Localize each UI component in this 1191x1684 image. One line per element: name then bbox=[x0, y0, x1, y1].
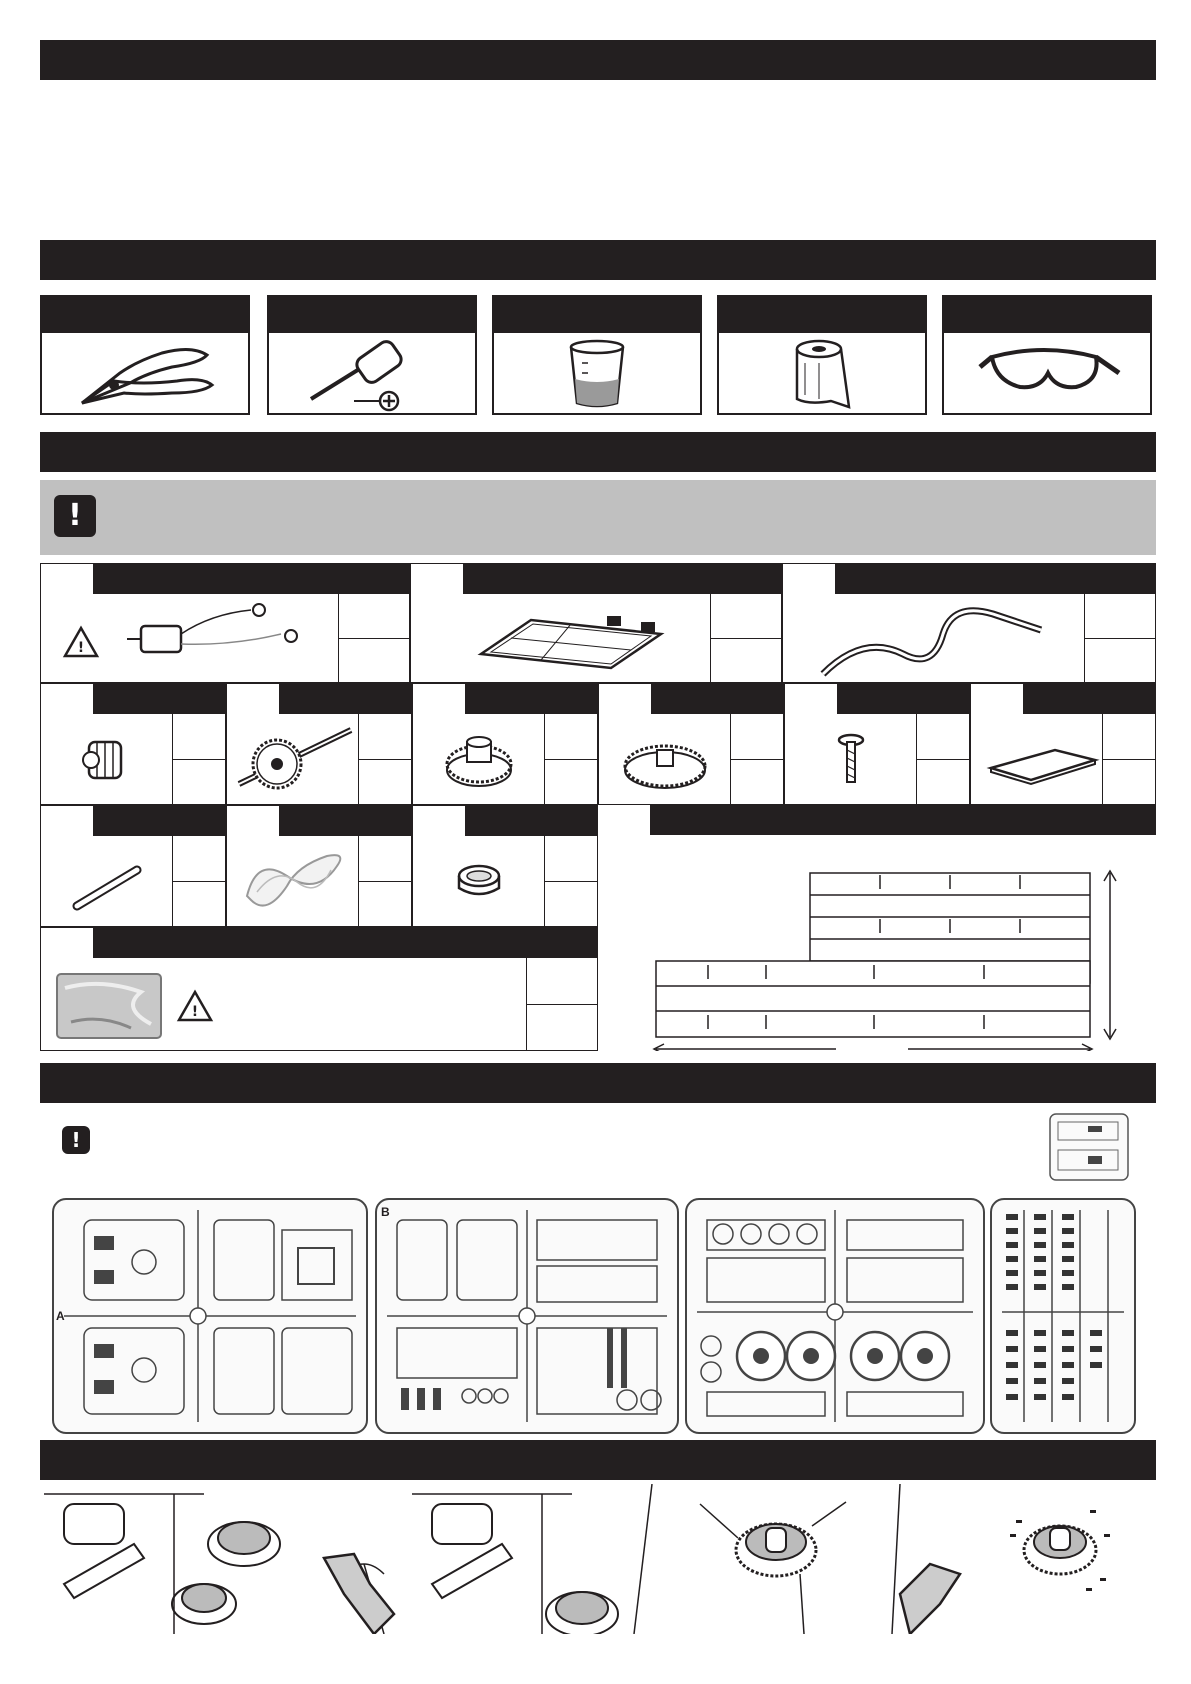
gate-detail-illustration bbox=[690, 1484, 870, 1634]
gear-shaft-icon bbox=[227, 714, 361, 804]
solar-panel-icon bbox=[411, 594, 711, 683]
part-header bbox=[837, 684, 969, 714]
part-header bbox=[463, 564, 781, 594]
cotton-thread-icon bbox=[227, 836, 361, 926]
part-cell-cotton bbox=[226, 805, 412, 927]
warning-icon bbox=[65, 628, 97, 656]
tool-header bbox=[944, 297, 1150, 333]
foam-pad-icon bbox=[971, 714, 1105, 804]
part-header bbox=[1023, 684, 1155, 714]
quantity-box bbox=[730, 714, 783, 804]
section-header-bar-1 bbox=[40, 40, 1156, 80]
double-gear-icon bbox=[413, 714, 547, 804]
cutting-pliers-icon bbox=[324, 1554, 394, 1634]
part-header bbox=[93, 928, 597, 958]
section-header-bar-5 bbox=[40, 1440, 1156, 1480]
part-cell-foam-pad bbox=[970, 683, 1156, 805]
part-header bbox=[93, 806, 225, 836]
sprue-c bbox=[685, 1198, 985, 1434]
quantity-box bbox=[916, 714, 969, 804]
sprue-marker: A bbox=[56, 1309, 65, 1323]
grease-packet-icon bbox=[57, 974, 161, 1038]
part-cell-cardboard bbox=[598, 805, 1156, 1051]
part-header bbox=[651, 684, 783, 714]
quantity-box bbox=[1084, 594, 1155, 682]
tool-box-safety-glasses bbox=[942, 295, 1152, 415]
part-header bbox=[279, 806, 411, 836]
part-cell-wire-tube bbox=[782, 563, 1156, 683]
part-header bbox=[465, 806, 597, 836]
wire-tube-icon bbox=[783, 594, 1083, 683]
screw-icon bbox=[785, 714, 919, 804]
part-cell-ring-cap bbox=[412, 805, 598, 927]
quantity-box bbox=[358, 836, 411, 926]
part-header bbox=[93, 564, 409, 594]
measuring-cup-icon bbox=[494, 333, 700, 413]
part-header bbox=[279, 684, 411, 714]
sprue-a bbox=[52, 1198, 368, 1434]
quantity-box bbox=[338, 594, 409, 682]
part-cell-motor bbox=[40, 563, 410, 683]
part-cell-double-gear bbox=[412, 683, 598, 805]
sprue-marker: B bbox=[381, 1205, 390, 1219]
part-header bbox=[835, 564, 1155, 594]
cutting-step-1-illustration bbox=[44, 1484, 404, 1634]
part-cell-gear-shaft bbox=[226, 683, 412, 805]
cutting-step-2-illustration bbox=[412, 1484, 662, 1634]
quantity-box bbox=[358, 714, 411, 804]
crown-gear-icon bbox=[599, 714, 733, 804]
quantity-box bbox=[544, 836, 597, 926]
part-cell-screw bbox=[784, 683, 970, 805]
section-header-bar-2 bbox=[40, 240, 1156, 280]
motor-with-leads-icon bbox=[127, 604, 297, 652]
svg-text:!: ! bbox=[77, 640, 85, 656]
sprue-d bbox=[990, 1198, 1136, 1434]
safety-glasses-icon bbox=[944, 333, 1150, 413]
pinion-gear-icon bbox=[41, 714, 175, 804]
part-cell-solar-panel bbox=[410, 563, 782, 683]
section-header-bar-3 bbox=[40, 432, 1156, 472]
tool-header bbox=[42, 297, 248, 333]
trimmed-gear-illustration bbox=[890, 1484, 1140, 1634]
part-cell-pinion bbox=[40, 683, 226, 805]
exclamation-icon: ! bbox=[54, 495, 96, 537]
quantity-box bbox=[526, 958, 597, 1050]
ring-cap-icon bbox=[413, 836, 547, 926]
quantity-box bbox=[710, 594, 781, 682]
part-header bbox=[650, 805, 1156, 835]
quantity-box bbox=[172, 714, 225, 804]
tool-header bbox=[719, 297, 925, 333]
sprue-b bbox=[375, 1198, 679, 1434]
part-header bbox=[465, 684, 597, 714]
quantity-box bbox=[544, 714, 597, 804]
cutting-pliers-icon bbox=[900, 1564, 960, 1634]
tool-header bbox=[269, 297, 475, 333]
tool-header bbox=[494, 297, 700, 333]
tool-box-paper-towel bbox=[717, 295, 927, 415]
warning-icon bbox=[179, 992, 211, 1020]
cutting-pliers-icon bbox=[42, 333, 248, 413]
exclamation-icon: ! bbox=[62, 1126, 90, 1154]
svg-text:!: ! bbox=[191, 1004, 199, 1020]
section-header-bar-4 bbox=[40, 1063, 1156, 1103]
part-header bbox=[93, 684, 225, 714]
phillips-screwdriver-icon bbox=[269, 333, 475, 413]
sprue-thumbnail-icon bbox=[1048, 1112, 1130, 1182]
quantity-box bbox=[172, 836, 225, 926]
part-cell-grease bbox=[40, 927, 598, 1051]
part-cell-short-rod bbox=[40, 805, 226, 927]
short-rod-icon bbox=[41, 836, 175, 926]
paper-towel-icon bbox=[719, 333, 925, 413]
part-cell-crown-gear bbox=[598, 683, 784, 805]
tool-box-screwdriver bbox=[267, 295, 477, 415]
tool-box-measuring-cup bbox=[492, 295, 702, 415]
notice-band bbox=[40, 480, 1156, 555]
tool-box-cutting-pliers bbox=[40, 295, 250, 415]
cardboard-strip-icon bbox=[598, 835, 1156, 1051]
quantity-box bbox=[1102, 714, 1155, 804]
